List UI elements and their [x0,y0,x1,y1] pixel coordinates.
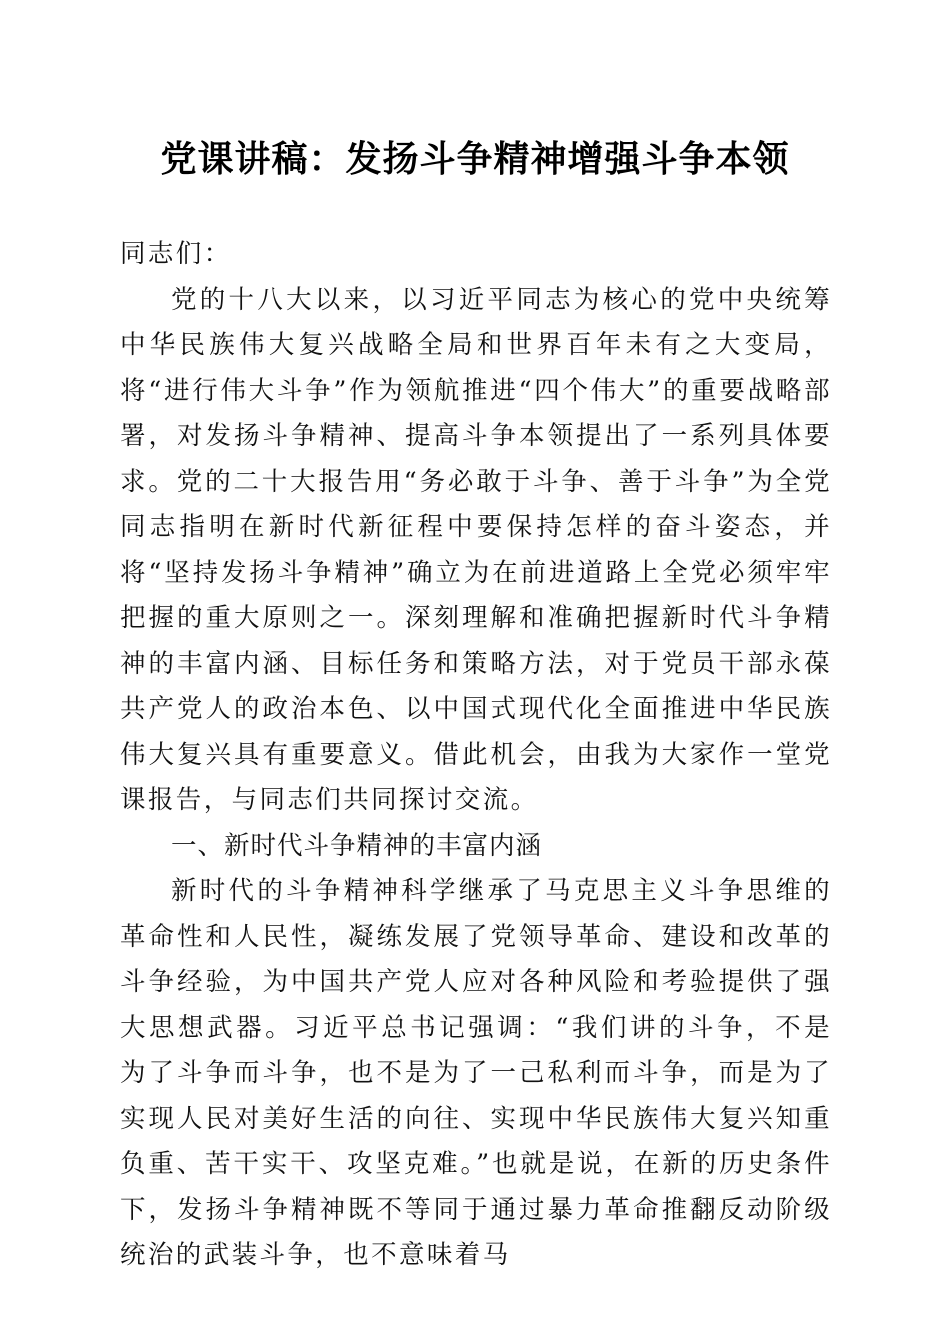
intro-paragraph: 党的十八大以来，以习近平同志为核心的党中央统筹中华民族伟大复兴战略全局和世界百年未有之大变局，将“进行伟大斗争”作为领航推进“四个伟大”的重要战略部署，对发扬斗争精神、提高斗争本领提出了一系列具体要求。党的二十大报告用“务必敢于斗争、善于斗争”为全党同志指明在新时代新征程中要保持怎样的奋斗姿态，并将“坚持发扬斗争精神”确立为在前进道路上全党必须牢牢把握的重大原则之一。深刻理解和准确把握新时代斗争精神的丰富内涵、目标任务和策略方法，对于党员干部永葆共产党人的政治本色、以中国式现代化全面推进中华民族伟大复兴具有重要意义。借此机会，由我为大家作一堂党课报告，与同志们共同探讨交流。 [120,284,832,815]
section-heading: 一、新时代斗争精神的丰富内涵 [171,830,543,861]
salutation: 同志们： [120,239,232,269]
document-body [120,232,832,1279]
document-title: 党课讲稿：发扬斗争精神增强斗争本领 [160,138,790,180]
section-paragraph: 新时代的斗争精神科学继承了马克思主义斗争思维的革命性和人民性，凝练发展了党领导革命、建设和改革的斗争经验，为中国共产党人应对各种风险和考验提供了强大思想武器。习近平总书记强调：“我们讲的斗争，不是为了斗争而斗争，也不是为了一己私利而斗争，而是为了实现人民对美好生活的向往、实现中华民族伟大复兴知重负重、苦干实干、攻坚克难。”也就是说，在新的历史条件下，发扬斗争精神既不等同于通过暴力革命推翻反动阶级统治的武装斗争，也不意味着马 [120,876,832,1270]
